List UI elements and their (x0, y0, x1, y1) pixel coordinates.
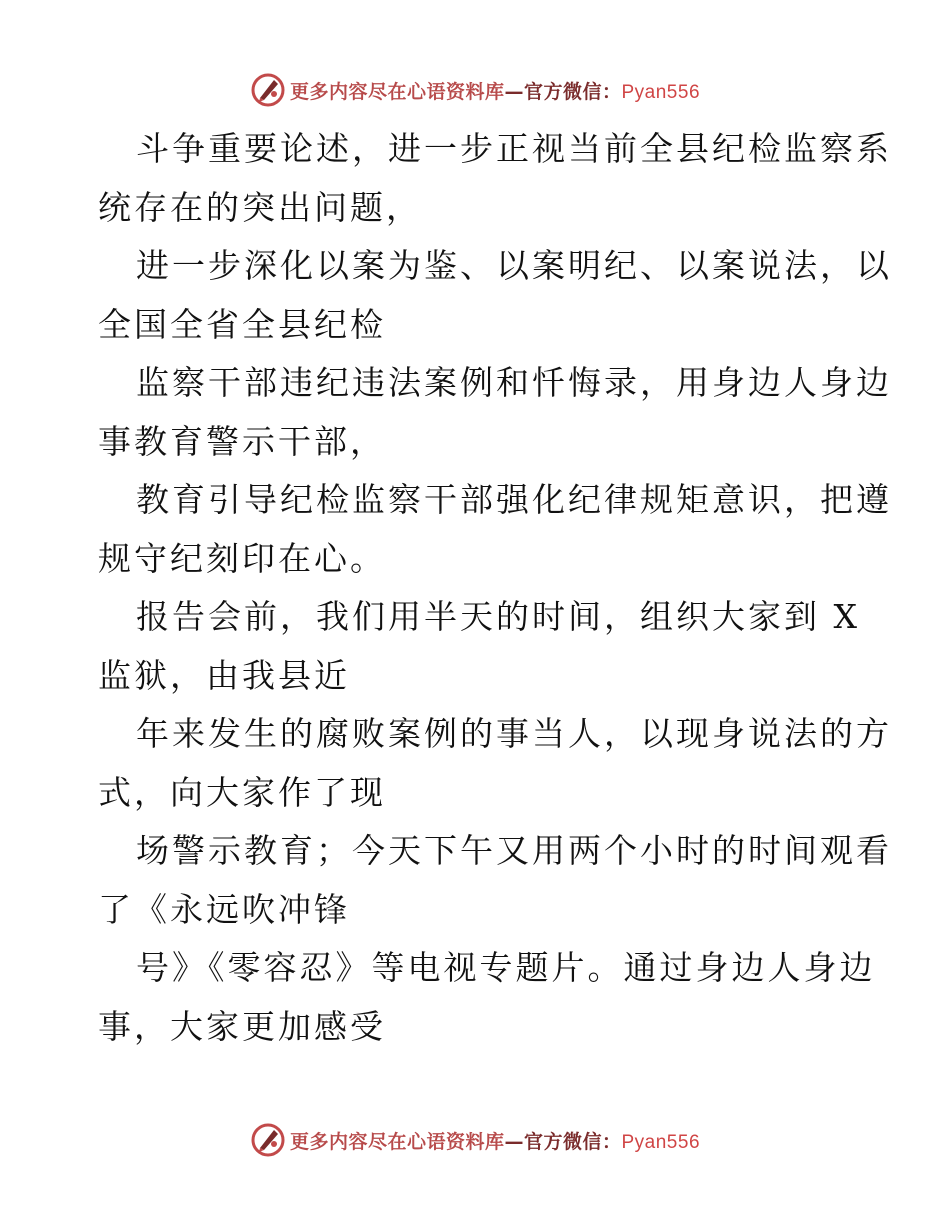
body-line: 报告会前，我们用半天的时间，组织大家到 X (136, 597, 860, 636)
body-line: 年来发生的腐败案例的事当人，以现身说法的方 (136, 714, 892, 753)
body-line: 监狱，由我县近 (98, 655, 350, 695)
body-line: 统存在的突出问题， (98, 187, 422, 227)
header-banner (0, 70, 950, 110)
header-banner-text: 更多内容尽在心语资料库—官方微信：Pyan556 (289, 80, 701, 103)
body-line: 了《永远吹冲锋 (98, 889, 350, 929)
body-line: 场警示教育；今天下午又用两个小时的时间观看 (136, 831, 892, 870)
body-line: 事教育警示干部， (98, 421, 386, 461)
body-line: 全国全省全县纪检 (98, 304, 386, 344)
body-line: 斗争重要论述，进一步正视当前全县纪检监察系 (136, 129, 892, 168)
body-line: 事，大家更加感受 (98, 1006, 386, 1046)
body-line: 监察干部违纪违法案例和忏悔录，用身边人身边 (136, 363, 892, 402)
document-body (98, 120, 892, 1056)
pen-logo-icon (250, 1122, 286, 1158)
footer-banner (0, 1120, 950, 1160)
pen-logo-icon (250, 72, 286, 108)
body-line: 式，向大家作了现 (98, 772, 386, 812)
body-line: 规守纪刻印在心。 (98, 538, 386, 578)
footer-banner-text: 更多内容尽在心语资料库—官方微信：Pyan556 (289, 1130, 701, 1153)
body-line: 号》《零容忍》等电视专题片。通过身边人身边 (136, 948, 876, 987)
body-line: 进一步深化以案为鉴、以案明纪、以案说法，以 (136, 246, 892, 285)
body-line: 教育引导纪检监察干部强化纪律规矩意识，把遵 (136, 480, 892, 519)
